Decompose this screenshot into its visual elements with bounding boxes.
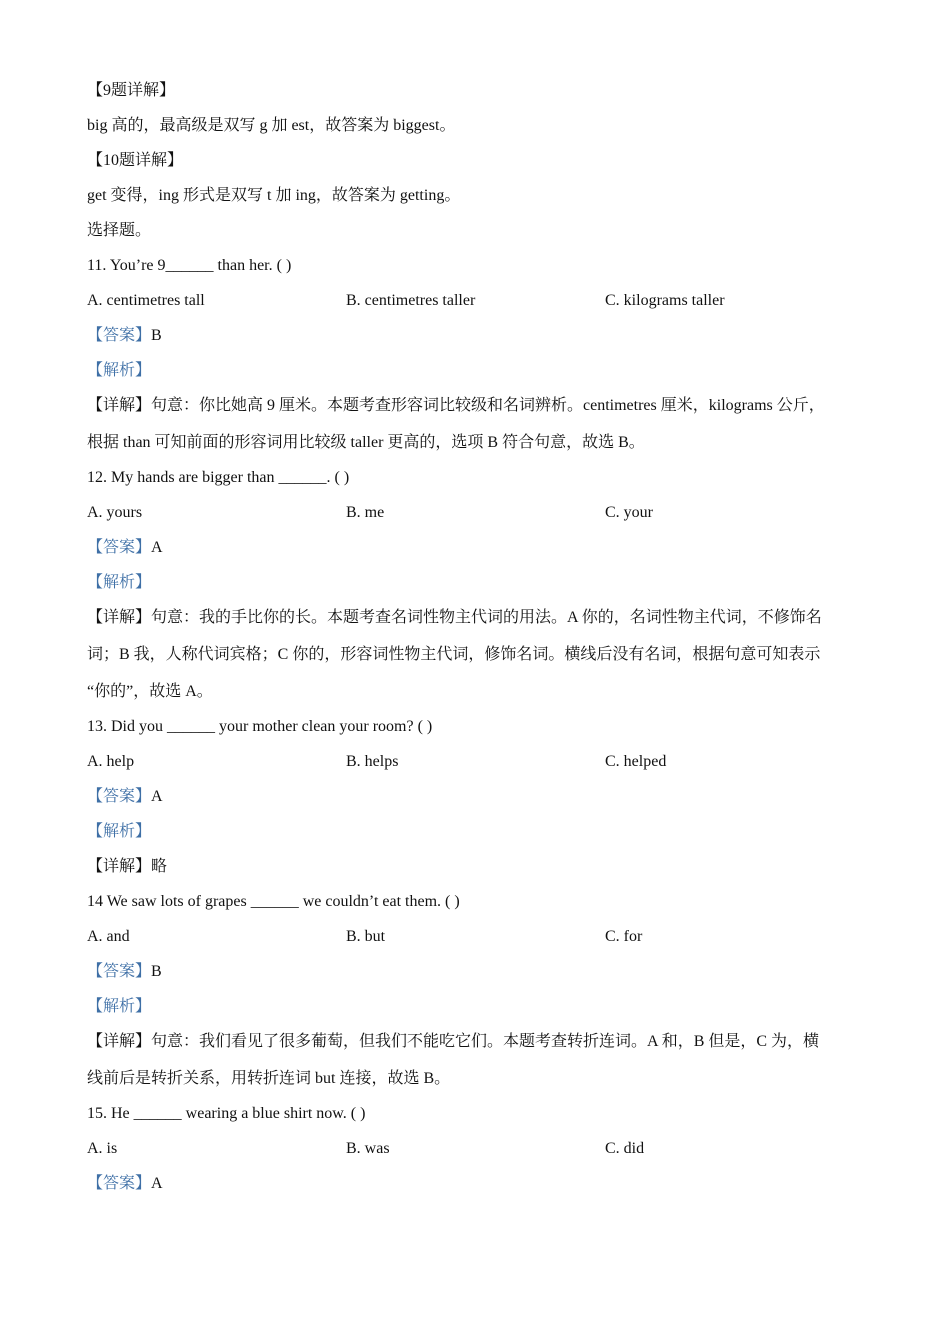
q13-option-c: C. helped [605, 753, 667, 770]
q15-stem: 15. He ______ wearing a blue shirt now. ( ) [87, 1105, 366, 1122]
answer-value: B [151, 327, 162, 344]
q14-option-c: C. for [605, 928, 643, 945]
q11-option-b: B. centimetres taller [346, 292, 476, 309]
q13-stem: 13. Did you ______ your mother clean your room? ( ) [87, 718, 433, 735]
detail-text: 略 [151, 858, 168, 875]
answer-tag: 【答案】 [87, 963, 152, 980]
answer-tag: 【答案】 [87, 539, 152, 556]
answer-tag: 【答案】 [87, 788, 152, 805]
q13-answer [87, 786, 867, 821]
q14-option-b: B. but [346, 928, 386, 945]
detail-text: 句意：我的手比你的长。本题考查名词性物主代词的用法。A 你的，名词性物主代词，不修饰名 [151, 609, 822, 626]
q9-detail-text: big 高的，最高级是双写 g 加 est，故答案为 biggest。 [87, 117, 456, 134]
q15-option-c: C. did [605, 1140, 645, 1157]
q11-stem: 11. You’re 9______ than her. ( ) [87, 257, 292, 274]
section-title: 选择题。 [87, 222, 152, 239]
q11-detail-line-1 [87, 395, 867, 432]
answer-tag: 【答案】 [87, 1175, 152, 1192]
detail-tag: 【详解】 [87, 858, 152, 875]
q15-option-b: B. was [346, 1140, 390, 1157]
q12-detail-line-1 [87, 607, 867, 644]
q14-option-a: A. and [87, 928, 130, 945]
document-page [87, 80, 867, 1208]
answer-value: A [151, 788, 163, 805]
detail-text: 句意：你比她高 9 厘米。本题考查形容词比较级和名词辨析。centimetres 厘米，kilograms 公斤， [151, 397, 825, 414]
detail-text: 句意：我们看见了很多葡萄，但我们不能吃它们。本题考查转折连词。A 和，B 但是，C 为，横 [151, 1033, 820, 1050]
detail-tag: 【详解】 [87, 609, 152, 626]
q12-stem: 12. My hands are bigger than ______. ( ) [87, 469, 350, 486]
q12-detail-line-3: “你的”，故选 A。 [87, 683, 213, 700]
q14-analysis: 【解析】 [87, 998, 152, 1015]
q13-option-a: A. help [87, 753, 135, 770]
q15-answer [87, 1173, 867, 1208]
q14-answer [87, 961, 867, 996]
q11-options [87, 290, 867, 325]
q12-answer [87, 537, 867, 572]
detail-tag: 【详解】 [87, 397, 152, 414]
q12-option-b: B. me [346, 504, 385, 521]
q12-detail-line-2: 词；B 我，人称代词宾格；C 你的，形容词性物主代词，修饰名词。横线后没有名词，根据句意可知表示 [87, 646, 821, 663]
q15-options [87, 1138, 867, 1173]
q14-options [87, 926, 867, 961]
q14-detail-line-1 [87, 1031, 867, 1068]
detail-tag: 【详解】 [87, 1033, 152, 1050]
q12-option-c: C. your [605, 504, 653, 521]
q11-option-c: C. kilograms taller [605, 292, 725, 309]
q9-detail-header: 【9题详解】 [87, 82, 176, 99]
q15-option-a: A. is [87, 1140, 118, 1157]
q11-analysis: 【解析】 [87, 362, 152, 379]
q14-stem: 14 We saw lots of grapes ______ we couldn’t eat them. ( ) [87, 893, 460, 910]
q11-detail-line-2: 根据 than 可知前面的形容词用比较级 taller 更高的，选项 B 符合句意，故选 B。 [87, 434, 645, 451]
answer-tag: 【答案】 [87, 327, 152, 344]
answer-value: A [151, 1175, 163, 1192]
q12-options [87, 502, 867, 537]
q11-answer [87, 325, 867, 360]
q12-analysis: 【解析】 [87, 574, 152, 591]
answer-value: B [151, 963, 162, 980]
q12-option-a: A. yours [87, 504, 143, 521]
q14-detail-line-2: 线前后是转折关系，用转折连词 but 连接，故选 B。 [87, 1070, 451, 1087]
q13-analysis: 【解析】 [87, 823, 152, 840]
q13-detail-line-1 [87, 856, 867, 891]
q13-options [87, 751, 867, 786]
q10-detail-header: 【10题详解】 [87, 152, 184, 169]
q10-detail-text: get 变得，ing 形式是双写 t 加 ing，故答案为 getting。 [87, 187, 461, 204]
q13-option-b: B. helps [346, 753, 399, 770]
answer-value: A [151, 539, 163, 556]
q11-option-a: A. centimetres tall [87, 292, 205, 309]
